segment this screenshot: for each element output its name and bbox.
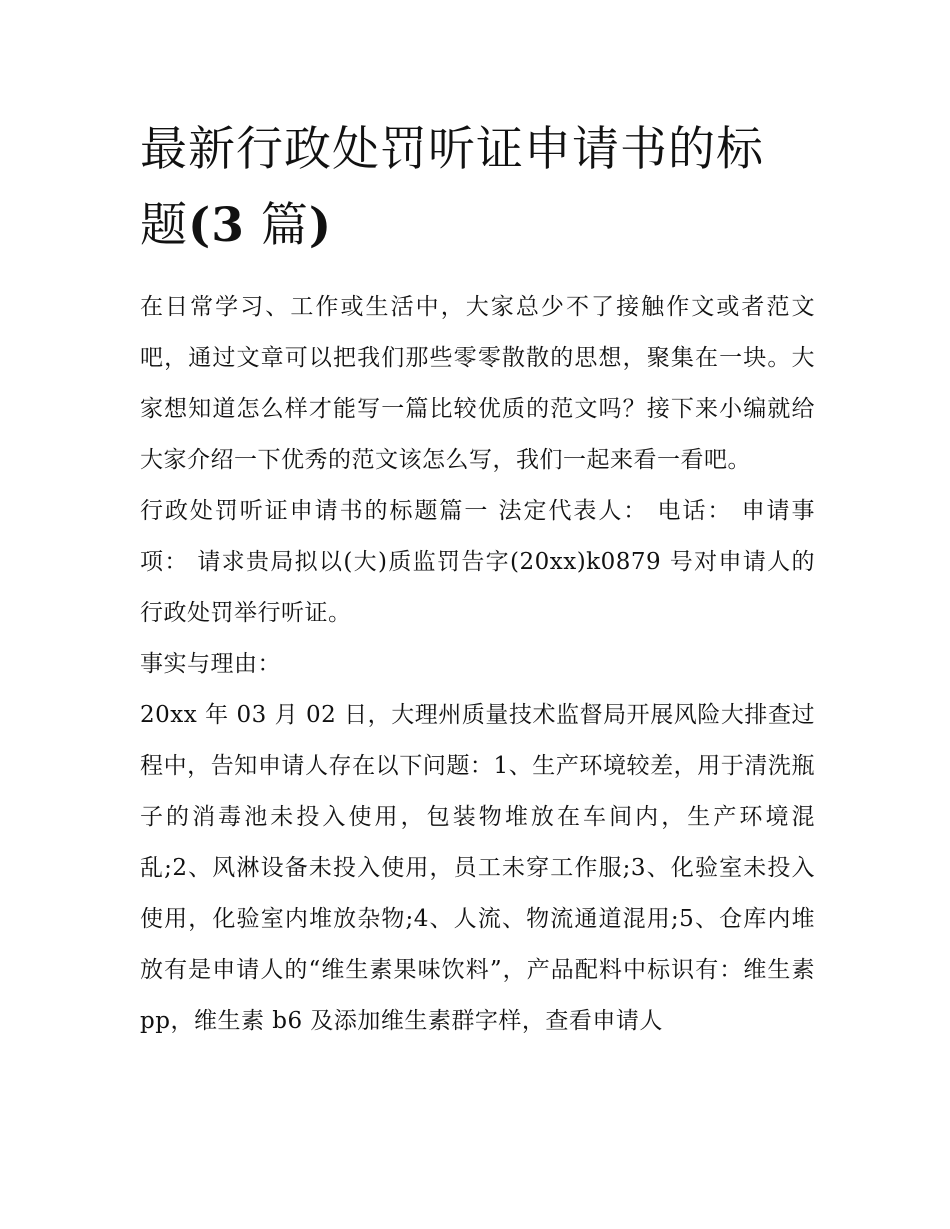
title-count-close: ) xyxy=(308,198,333,253)
title-line-2-prefix: 题 xyxy=(140,198,188,253)
facts-paragraph: 20xx 年 03 月 02 日，大理州质量技术监督局开展风险大排查过程中，告知申请人存在以下问题：1、生产环境较差，用于清洗瓶子的消毒池未投入使用，包装物堆放在车间内，生产环境混乱;2、风淋设备未投入使用，员工未穿工作服;3、化验室未投入使用，化验室内堆放杂物;4、人流、物流通道混用;5、仓库内堆放有是申请人的“维生素果味饮料”，产品配料中标识有：维生素 pp，维生素 b6 及添加维生素群字样，查看申请人 xyxy=(140,702,815,1034)
title-count-open: (3 xyxy=(188,198,245,253)
title-count-unit: 篇 xyxy=(244,198,309,253)
intro-paragraph: 在日常学习、工作或生活中，大家总少不了接触作文或者范文吧，通过文章可以把我们那些零零散散的思想，聚集在一块。大家想知道怎么样才能写一篇比较优质的范文吗？接下来小编就给大家介绍一下优秀的范文该怎么写，我们一起来看一看吧。 xyxy=(140,294,815,473)
application-paragraph: 行政处罚听证申请书的标题篇一 法定代表人： 电话： 申请事项： 请求贵局拟以(大)质监罚告字(20xx)k0879 号对申请人的行政处罚举行听证。 xyxy=(140,498,815,626)
facts-heading: 事实与理由： xyxy=(140,651,281,677)
document-body xyxy=(140,282,815,1047)
title-line-1: 最新行政处罚听证申请书的标 xyxy=(140,122,764,177)
page-title xyxy=(140,112,820,264)
